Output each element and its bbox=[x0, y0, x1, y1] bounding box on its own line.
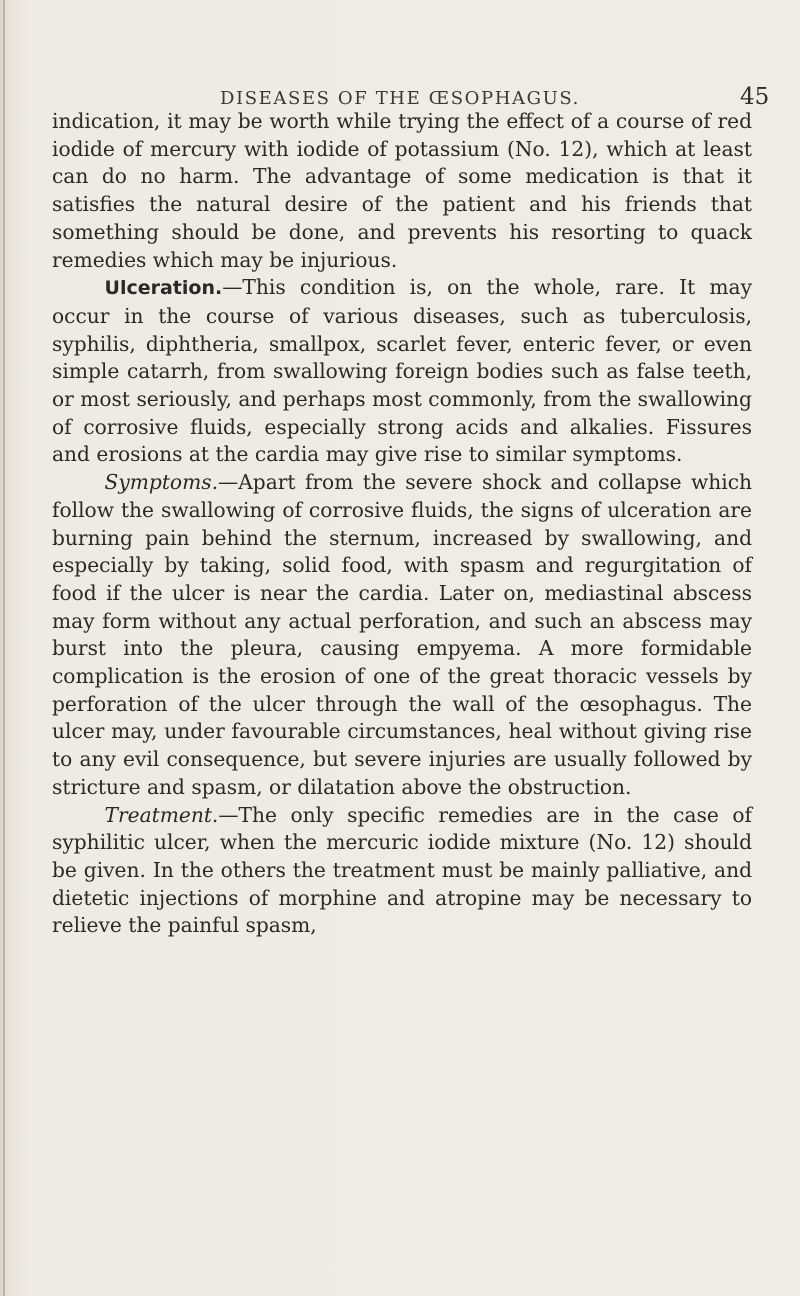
paragraph-continuation bbox=[52, 108, 752, 274]
paragraph-text: —Apart from the severe shock and collapse which follow the swallowing of corrosive fluids, the signs of ulceration are burning pain behind the sternum, increased by swallowing, and especially by taking, solid food, with spasm and regurgitation of food if the ulcer is near the cardia. Later on, mediastinal abscess may form without any actual perforation, and such an abscess may burst into the pleura, causing empyema. A more formidable complication is the erosion of one of the great thoracic vessels by perforation of the ulcer through the wall of the œsophagus. The ulcer may, under favourable circumstances, heal without giving rise to any evil consequence, but severe injuries are usually followed by stricture and spasm, or dilatation above the obstruction. bbox=[52, 470, 752, 799]
subheading-treatment: Treatment. bbox=[104, 802, 219, 827]
paragraph-treatment bbox=[52, 802, 752, 941]
body-text bbox=[52, 108, 752, 940]
page-number: 45 bbox=[740, 84, 770, 110]
page-gutter-edge bbox=[3, 0, 5, 1296]
paragraph-text: —This condition is, on the whole, rare. It may occur in the course of various diseases, such as tuberculosis, syphilis, diphtheria, smallpox, scarlet fever, enteric fever, or even simple catarrh, from swallowing foreign bodies such as false teeth, or most seriously, and perhaps most commonly, from the swallowing of corrosive fluids, especially strong acids and alkalies. Fissures and erosions at the cardia may give rise to similar symptoms. bbox=[52, 275, 752, 467]
paragraph-ulceration bbox=[52, 274, 752, 469]
subheading-symptoms: Symptoms. bbox=[104, 470, 219, 495]
running-title: DISEASES OF THE ŒSOPHAGUS. bbox=[220, 88, 580, 109]
paragraph-text: indication, it may be worth while trying the effect of a course of red iodide of mercury with iodide of potassium (No. 12), which at least can do no harm. The advantage of some medication is that it satisfies the natural desire of the patient and his friends that something should be done, and prevents his resorting to quack remedies which may be injurious. bbox=[52, 109, 752, 272]
paragraph-text: —The only specific remedies are in the case of syphilitic ulcer, when the mercuric iodide mixture (No. 12) should be given. In the others the treatment must be mainly palliative, and dietetic injections of morphine and atropine may be necessary to relieve the painful spasm, bbox=[52, 802, 752, 938]
section-heading-ulceration: Ulceration. bbox=[104, 277, 223, 300]
paragraph-symptoms bbox=[52, 469, 752, 801]
